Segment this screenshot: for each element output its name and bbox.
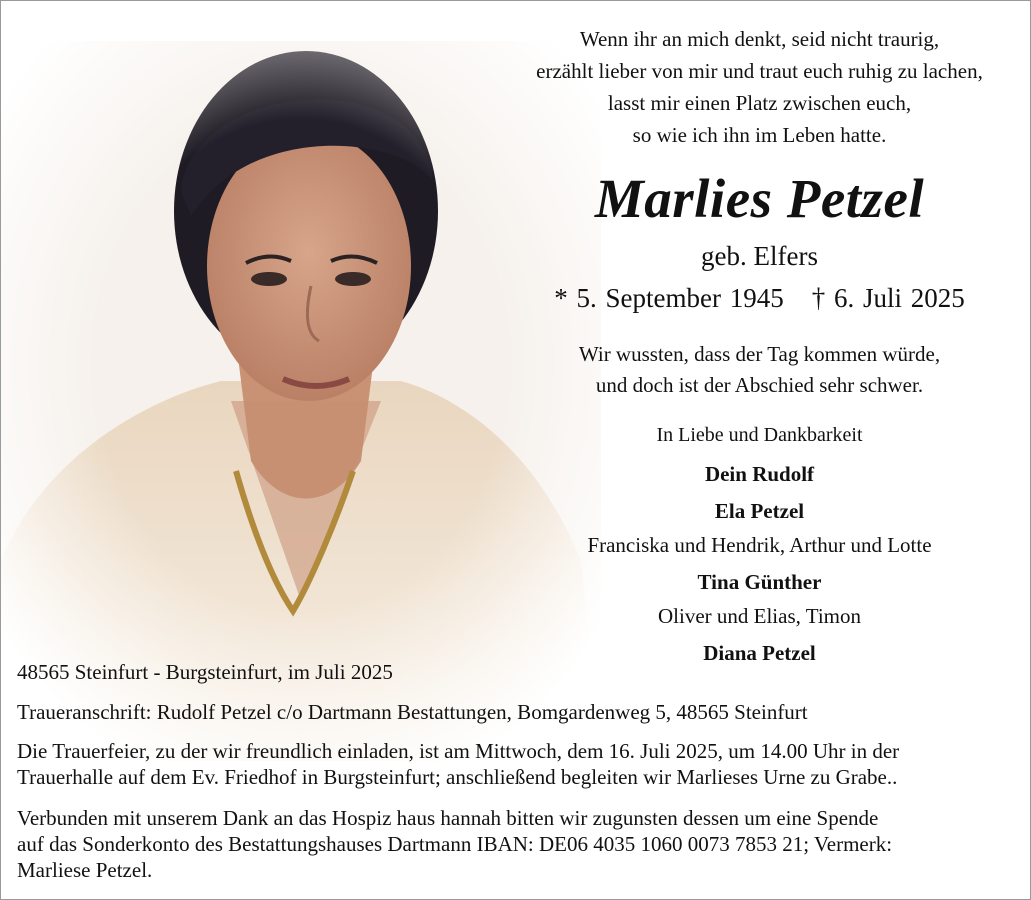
- death-date: † 6. Juli 2025: [811, 283, 965, 313]
- life-dates: [487, 281, 1031, 315]
- love-line: In Liebe und Dankbarkeit: [656, 424, 863, 446]
- poem-line: erzählt lieber von mir und traut euch ruhig zu lachen,: [536, 59, 983, 83]
- poem-line: Wenn ihr an mich denkt, seid nicht traurig,: [579, 27, 940, 51]
- mourner-ela-family: Franciska und Hendrik, Arthur und Lotte: [587, 533, 932, 557]
- birth-date: * 5. September 1945: [554, 283, 784, 313]
- deceased-name: Marlies Petzel: [594, 168, 925, 229]
- mourners-list: [487, 457, 1031, 670]
- mourner-diana: Diana Petzel: [703, 641, 816, 665]
- farewell-line: und doch ist der Abschied sehr schwer.: [595, 373, 924, 397]
- birth-name: geb. Elfers: [701, 241, 818, 271]
- mourner-rudolf: Dein Rudolf: [704, 462, 815, 486]
- poem-line: lasst mir einen Platz zwischen euch,: [607, 91, 912, 115]
- mourner-ela: Ela Petzel: [714, 499, 805, 523]
- ceremony-line: Trauerhalle auf dem Ev. Friedhof in Burgsteinfurt; anschließend begleiten wir Marlieses Urne zu Grabe..: [17, 765, 898, 789]
- ceremony-info: [17, 738, 1017, 790]
- donation-line: Verbunden mit unserem Dank an das Hospiz haus hannah bitten wir zugunsten dessen um eine Spende: [17, 806, 879, 830]
- donation-line: Marliese Petzel.: [17, 858, 153, 882]
- farewell-line: Wir wussten, dass der Tag kommen würde,: [578, 342, 941, 366]
- farewell-text: [487, 339, 1031, 401]
- ceremony-line: Die Trauerfeier, zu der wir freundlich einladen, ist am Mittwoch, dem 16. Juli 2025, um 14.00 Uhr in der: [17, 739, 900, 763]
- poem: [487, 23, 1031, 151]
- donation-line: auf das Sonderkonto des Bestattungshauses Dartmann IBAN: DE06 4035 1060 0073 7853 21; Vermerk:: [17, 832, 893, 856]
- mourner-tina: Tina Günther: [697, 570, 822, 594]
- mourner-tina-family: Oliver und Elias, Timon: [657, 604, 862, 628]
- place-date: 48565 Steinfurt - Burgsteinfurt, im Juli 2025: [17, 660, 393, 684]
- donation-info: [17, 805, 1017, 883]
- mourning-address: Traueranschrift: Rudolf Petzel c/o Dartmann Bestattungen, Bomgardenweg 5, 48565 Steinfurt: [17, 700, 808, 724]
- poem-line: so wie ich ihn im Leben hatte.: [632, 123, 887, 147]
